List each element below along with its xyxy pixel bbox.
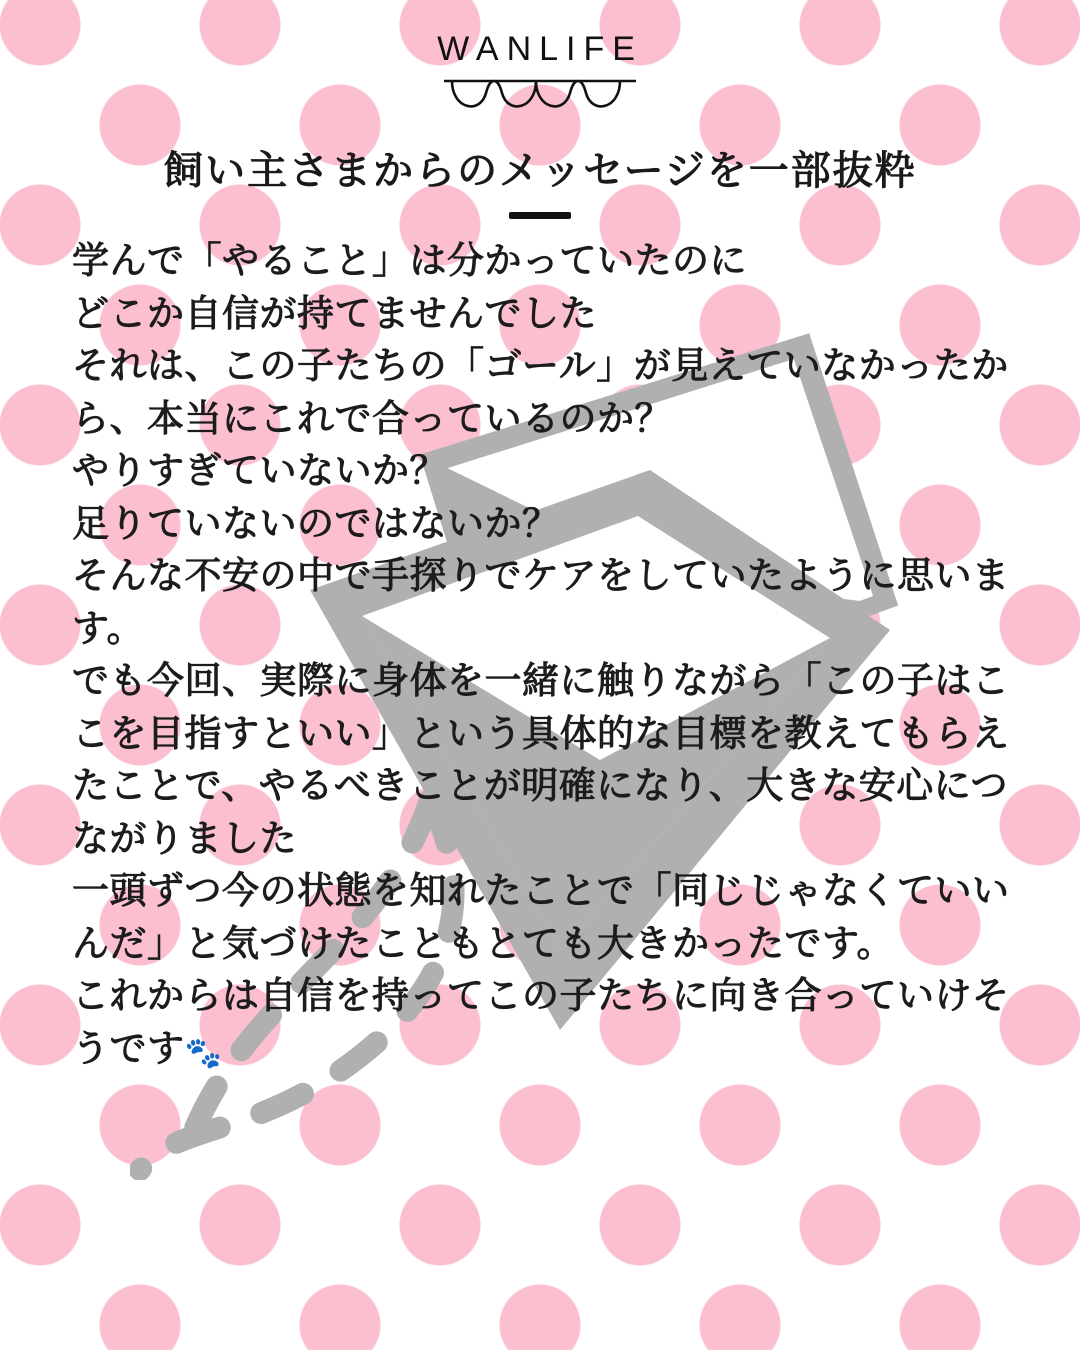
- message-line: やりすぎていないか？: [72, 450, 447, 492]
- message-line: でも今回、実際に身体を一緒に触りながら「この子はここを目指すといい」という具体的な目標を教えてもらえたことで、やるべきことが明確になり、大きな安心につながりました: [72, 660, 1010, 859]
- closing-text: これからは自信を持ってこの子たちに向き合っていけそうです: [72, 975, 1010, 1069]
- message-line: どこか自信が持てませんでした: [72, 292, 597, 334]
- brand-header: [0, 0, 1080, 121]
- message-line: 学んで「やること」は分かっていたのに: [72, 240, 747, 281]
- message-line: それは、この子たちの「ゴール」が見えていなかったから、本当にこれで合っているのか？: [72, 345, 1009, 439]
- message-line: そんな不安の中で手探りでケアをしていたように思います。: [72, 555, 1010, 649]
- message-line: 足りていないのではないか？: [72, 502, 560, 544]
- paw-print-icon: 🐾: [184, 1036, 223, 1070]
- message-closing-line: [72, 970, 1020, 1075]
- message-line: 一頭ずつ今の状態を知れたことで「同じじゃなくていいんだ」と気づけたこともとても大きかったです。: [72, 870, 1010, 964]
- message-body: [72, 235, 1020, 1076]
- brand-name: WANLIFE: [437, 30, 643, 68]
- scallop-flourish-icon: [0, 75, 1080, 121]
- page-title: 飼い主さまからのメッセージを一部抜粋: [163, 149, 917, 193]
- title-divider: [509, 212, 571, 219]
